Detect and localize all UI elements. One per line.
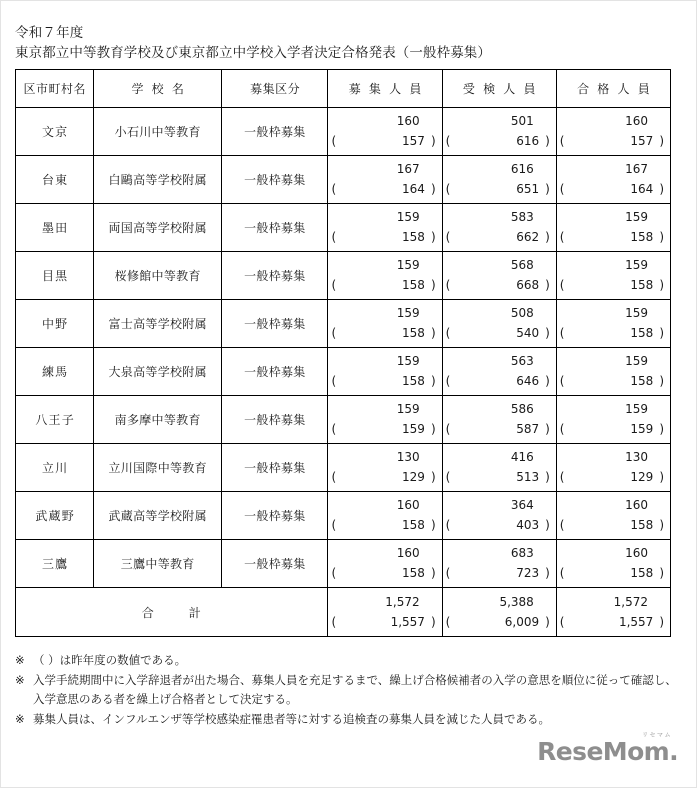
paren-open: ( — [559, 326, 565, 340]
table-header-row — [16, 70, 671, 108]
document-title-block — [15, 23, 675, 63]
cell-examinees-current: 508 — [510, 306, 534, 320]
cell-accepted-current: 159 — [625, 402, 648, 416]
total-label-part-2: 計 — [188, 605, 202, 620]
paren-open: ( — [559, 470, 565, 484]
document-page — [1, 1, 696, 787]
cell-examinees-previous-value: 513 — [516, 470, 540, 484]
cell-accepted-previous — [557, 275, 670, 295]
cell-school: 桜修館中等教育 — [94, 252, 222, 300]
column-header-quota: 募 集 人 員 — [328, 70, 442, 108]
cell-school: 武蔵高等学校附属 — [94, 492, 222, 540]
cell-quota — [328, 252, 442, 300]
total-quota-previous — [328, 612, 441, 632]
paren-open: ( — [331, 230, 337, 244]
cell-city: 立川 — [16, 444, 94, 492]
cell-quota-current: 167 — [396, 162, 420, 176]
cell-school: 富士高等学校附属 — [94, 300, 222, 348]
total-quota-current: 1,572 — [385, 594, 420, 609]
cell-quota-previous — [328, 563, 441, 583]
cell-examinees-previous — [443, 371, 556, 391]
paren-close: ) — [430, 374, 436, 388]
paren-open: ( — [445, 614, 451, 629]
paren-close: ) — [430, 422, 436, 436]
cell-quota-previous — [328, 179, 441, 199]
cell-accepted-current: 160 — [625, 546, 648, 560]
cell-examinees-previous-value: 587 — [516, 422, 540, 436]
table-row — [16, 300, 671, 348]
paren-open: ( — [445, 374, 451, 388]
cell-quota — [328, 348, 442, 396]
cell-accepted — [556, 348, 670, 396]
paren-close: ) — [430, 182, 436, 196]
paren-close: ) — [430, 134, 436, 148]
paren-close: ) — [430, 614, 436, 629]
total-label-part-1: 合 — [141, 605, 155, 620]
cell-accepted-previous-value: 164 — [630, 182, 654, 196]
total-accepted-current: 1,572 — [613, 594, 648, 609]
cell-quota — [328, 204, 442, 252]
paren-open: ( — [445, 470, 451, 484]
cell-accepted — [556, 252, 670, 300]
cell-category: 一般枠募集 — [222, 540, 328, 588]
cell-examinees-previous-value: 646 — [516, 374, 540, 388]
paren-close: ) — [545, 614, 550, 629]
cell-examinees-current: 683 — [510, 546, 534, 560]
paren-open: ( — [445, 278, 451, 292]
table-body — [16, 70, 671, 637]
table-row — [16, 540, 671, 588]
cell-examinees-previous — [443, 515, 556, 535]
paren-open: ( — [445, 566, 451, 580]
cell-accepted-previous — [557, 467, 670, 487]
notes-block — [15, 651, 680, 730]
table-row — [16, 396, 671, 444]
paren-open: ( — [559, 518, 565, 532]
cell-school: 大泉高等学校附属 — [94, 348, 222, 396]
cell-quota-previous-value: 158 — [402, 230, 425, 244]
cell-examinees-previous — [443, 275, 556, 295]
table-row — [16, 444, 671, 492]
cell-city: 文京 — [16, 108, 94, 156]
paren-open: ( — [331, 566, 337, 580]
total-quota-previous-value: 1,557 — [390, 614, 425, 629]
cell-accepted-previous-value: 158 — [630, 326, 654, 340]
table-row — [16, 348, 671, 396]
cell-accepted — [556, 444, 670, 492]
cell-examinees — [442, 492, 556, 540]
paren-open: ( — [331, 326, 337, 340]
table-row — [16, 156, 671, 204]
cell-school: 両国高等学校附属 — [94, 204, 222, 252]
cell-category: 一般枠募集 — [222, 396, 328, 444]
cell-examinees-previous — [443, 563, 556, 583]
cell-quota-current: 159 — [396, 402, 420, 416]
cell-accepted — [556, 492, 670, 540]
cell-quota-current: 159 — [396, 258, 420, 272]
cell-examinees-previous-value: 403 — [516, 518, 540, 532]
paren-open: ( — [445, 134, 451, 148]
cell-examinees-previous-value: 540 — [516, 326, 540, 340]
cell-quota-previous-value: 158 — [402, 566, 425, 580]
cell-examinees-current: 364 — [510, 498, 534, 512]
cell-accepted-current: 159 — [625, 258, 648, 272]
cell-examinees-previous — [443, 179, 556, 199]
cell-accepted — [556, 108, 670, 156]
cell-quota-previous — [328, 419, 441, 439]
paren-close: ) — [430, 326, 436, 340]
cell-examinees-previous-value: 616 — [516, 134, 540, 148]
paren-close: ) — [430, 566, 436, 580]
paren-open: ( — [445, 422, 451, 436]
paren-close: ) — [545, 230, 550, 244]
paren-close: ) — [430, 278, 436, 292]
cell-examinees — [442, 348, 556, 396]
cell-accepted-current: 130 — [625, 450, 648, 464]
paren-close: ) — [659, 518, 664, 532]
cell-school: 立川国際中等教育 — [94, 444, 222, 492]
cell-accepted-previous — [557, 131, 670, 151]
paren-open: ( — [331, 134, 337, 148]
cell-city: 三鷹 — [16, 540, 94, 588]
paren-open: ( — [445, 326, 451, 340]
cell-examinees-previous-value: 668 — [516, 278, 540, 292]
cell-examinees — [442, 108, 556, 156]
cell-quota-previous — [328, 323, 441, 343]
cell-examinees-current: 563 — [510, 354, 534, 368]
cell-quota — [328, 396, 442, 444]
cell-city: 練馬 — [16, 348, 94, 396]
logo-furigana: リセマム — [642, 732, 672, 739]
total-examinees — [442, 588, 556, 637]
cell-examinees-previous-value: 723 — [516, 566, 540, 580]
paren-close: ) — [659, 422, 664, 436]
cell-quota-current: 160 — [396, 114, 420, 128]
cell-accepted-current: 159 — [625, 306, 648, 320]
resemom-logo — [537, 732, 678, 765]
cell-examinees-current: 583 — [510, 210, 534, 224]
cell-accepted — [556, 540, 670, 588]
paren-open: ( — [559, 134, 565, 148]
cell-quota-previous-value: 158 — [402, 518, 425, 532]
paren-close: ) — [545, 182, 550, 196]
note-item — [15, 651, 680, 670]
cell-quota-previous — [328, 515, 441, 535]
paren-close: ) — [659, 470, 664, 484]
column-header-accepted: 合 格 人 員 — [556, 70, 670, 108]
cell-category: 一般枠募集 — [222, 108, 328, 156]
era-year: 令和７年度 — [15, 25, 84, 41]
paren-open: ( — [559, 230, 565, 244]
page-title: 東京都立中等教育学校及び東京都立中学校入学者決定合格発表（一般枠募集） — [15, 45, 491, 61]
paren-open: ( — [331, 470, 337, 484]
cell-accepted-previous-value: 158 — [630, 278, 654, 292]
cell-examinees-previous — [443, 419, 556, 439]
cell-quota-current: 160 — [396, 546, 420, 560]
note-item — [15, 710, 680, 729]
paren-close: ) — [545, 374, 550, 388]
cell-quota — [328, 300, 442, 348]
cell-quota-previous-value: 158 — [402, 278, 425, 292]
paren-open: ( — [445, 518, 451, 532]
paren-open: ( — [559, 566, 565, 580]
cell-city: 中野 — [16, 300, 94, 348]
cell-accepted-current: 160 — [625, 114, 648, 128]
cell-quota-previous — [328, 227, 441, 247]
cell-category: 一般枠募集 — [222, 348, 328, 396]
cell-category: 一般枠募集 — [222, 252, 328, 300]
cell-examinees-previous — [443, 131, 556, 151]
cell-city: 台東 — [16, 156, 94, 204]
paren-open: ( — [445, 182, 451, 196]
note-text: 入学手続期間中に入学辞退者が出た場合、募集人員を充足するまで、繰上げ合格候補者の入学の意思を順位に従って確認し、入学意思のある者を繰上げ合格者として決定する。 — [33, 673, 677, 706]
paren-open: ( — [445, 230, 451, 244]
cell-quota-current: 159 — [396, 354, 420, 368]
cell-accepted — [556, 396, 670, 444]
paren-open: ( — [331, 614, 337, 629]
cell-quota — [328, 540, 442, 588]
paren-open: ( — [559, 422, 565, 436]
cell-accepted-previous-value: 158 — [630, 230, 654, 244]
paren-close: ) — [545, 470, 550, 484]
admission-results-table — [15, 69, 671, 637]
cell-category: 一般枠募集 — [222, 444, 328, 492]
paren-open: ( — [331, 278, 337, 292]
paren-close: ) — [659, 182, 664, 196]
paren-open: ( — [559, 614, 565, 629]
cell-accepted-current: 159 — [625, 210, 648, 224]
note-text: 募集人員は、インフルエンザ等学校感染症罹患者等に対する追検査の募集人員を減じた人員である。 — [33, 712, 551, 726]
paren-open: ( — [331, 374, 337, 388]
paren-close: ) — [659, 614, 664, 629]
cell-accepted — [556, 204, 670, 252]
cell-accepted-previous — [557, 179, 670, 199]
cell-quota-previous-value: 159 — [402, 422, 425, 436]
table-row — [16, 492, 671, 540]
cell-accepted-current: 160 — [625, 498, 648, 512]
total-accepted — [556, 588, 670, 637]
cell-examinees-current: 416 — [510, 450, 534, 464]
cell-accepted-previous — [557, 227, 670, 247]
cell-examinees-previous-value: 651 — [516, 182, 540, 196]
cell-examinees-current: 501 — [510, 114, 534, 128]
total-quota — [328, 588, 442, 637]
cell-quota-previous-value: 158 — [402, 326, 425, 340]
cell-accepted-previous-value: 158 — [630, 518, 654, 532]
cell-city: 武蔵野 — [16, 492, 94, 540]
cell-quota-current: 159 — [396, 306, 420, 320]
cell-category: 一般枠募集 — [222, 204, 328, 252]
cell-city: 目黒 — [16, 252, 94, 300]
note-marker-icon: ※ — [15, 712, 25, 726]
note-text: （ ）は昨年度の数値である。 — [33, 653, 187, 667]
cell-category: 一般枠募集 — [222, 492, 328, 540]
cell-examinees — [442, 540, 556, 588]
paren-open: ( — [559, 278, 565, 292]
cell-accepted-previous — [557, 563, 670, 583]
logo-wordmark: ReseMom. — [537, 737, 678, 766]
cell-accepted-previous-value: 157 — [630, 134, 654, 148]
table-total-row — [16, 588, 671, 637]
paren-open: ( — [559, 182, 565, 196]
paren-close: ) — [545, 134, 550, 148]
total-examinees-previous-value: 6,009 — [504, 614, 540, 629]
paren-open: ( — [331, 182, 337, 196]
cell-examinees — [442, 444, 556, 492]
paren-close: ) — [545, 518, 550, 532]
cell-examinees-current: 568 — [510, 258, 534, 272]
table-row — [16, 252, 671, 300]
cell-quota-previous-value: 157 — [402, 134, 425, 148]
cell-quota — [328, 156, 442, 204]
cell-category: 一般枠募集 — [222, 156, 328, 204]
total-label — [16, 588, 328, 637]
cell-accepted-previous — [557, 515, 670, 535]
cell-quota — [328, 492, 442, 540]
paren-close: ) — [659, 230, 664, 244]
paren-close: ) — [545, 422, 550, 436]
cell-accepted-previous — [557, 419, 670, 439]
cell-city: 墨田 — [16, 204, 94, 252]
cell-examinees-previous — [443, 467, 556, 487]
cell-quota — [328, 444, 442, 492]
cell-examinees — [442, 396, 556, 444]
cell-examinees — [442, 300, 556, 348]
paren-close: ) — [430, 518, 436, 532]
column-header-examinees: 受 検 人 員 — [442, 70, 556, 108]
cell-quota-current: 130 — [396, 450, 420, 464]
cell-examinees-current: 616 — [510, 162, 534, 176]
paren-open: ( — [331, 422, 337, 436]
cell-school: 三鷹中等教育 — [94, 540, 222, 588]
table-row — [16, 108, 671, 156]
paren-close: ) — [659, 134, 664, 148]
cell-accepted-previous-value: 158 — [630, 566, 654, 580]
cell-quota-previous — [328, 371, 441, 391]
cell-accepted-previous-value: 159 — [630, 422, 654, 436]
table-row — [16, 204, 671, 252]
column-header-category: 募集区分 — [222, 70, 328, 108]
note-marker-icon: ※ — [15, 673, 25, 687]
cell-examinees-previous — [443, 323, 556, 343]
cell-examinees-previous-value: 662 — [516, 230, 540, 244]
paren-close: ) — [430, 470, 436, 484]
paren-close: ) — [545, 278, 550, 292]
column-header-city: 区市町村名 — [16, 70, 94, 108]
cell-accepted-previous-value: 129 — [630, 470, 654, 484]
cell-quota-previous-value: 164 — [402, 182, 425, 196]
cell-accepted — [556, 156, 670, 204]
cell-examinees — [442, 252, 556, 300]
cell-quota-previous — [328, 131, 441, 151]
cell-accepted-previous-value: 158 — [630, 374, 654, 388]
total-examinees-current: 5,388 — [499, 594, 534, 609]
cell-examinees-current: 586 — [510, 402, 534, 416]
paren-close: ) — [659, 566, 664, 580]
cell-accepted-previous — [557, 323, 670, 343]
cell-category: 一般枠募集 — [222, 300, 328, 348]
paren-close: ) — [659, 278, 664, 292]
paren-close: ) — [545, 326, 550, 340]
paren-close: ) — [430, 230, 436, 244]
cell-examinees — [442, 156, 556, 204]
cell-examinees-previous — [443, 227, 556, 247]
column-header-school: 学 校 名 — [94, 70, 222, 108]
cell-city: 八王子 — [16, 396, 94, 444]
total-accepted-previous — [557, 612, 670, 632]
paren-open: ( — [559, 374, 565, 388]
paren-close: ) — [659, 326, 664, 340]
cell-quota-previous-value: 158 — [402, 374, 425, 388]
cell-quota-current: 159 — [396, 210, 420, 224]
cell-accepted-current: 167 — [625, 162, 648, 176]
total-accepted-previous-value: 1,557 — [618, 614, 654, 629]
total-examinees-previous — [443, 612, 556, 632]
paren-open: ( — [331, 518, 337, 532]
cell-school: 小石川中等教育 — [94, 108, 222, 156]
cell-accepted-current: 159 — [625, 354, 648, 368]
cell-quota-previous-value: 129 — [402, 470, 425, 484]
cell-quota-previous — [328, 467, 441, 487]
cell-quota-current: 160 — [396, 498, 420, 512]
cell-school: 白鷗高等学校附属 — [94, 156, 222, 204]
cell-quota-previous — [328, 275, 441, 295]
cell-accepted — [556, 300, 670, 348]
cell-quota — [328, 108, 442, 156]
note-marker-icon: ※ — [15, 653, 25, 667]
paren-close: ) — [545, 566, 550, 580]
cell-accepted-previous — [557, 371, 670, 391]
cell-school: 南多摩中等教育 — [94, 396, 222, 444]
paren-close: ) — [659, 374, 664, 388]
note-item — [15, 671, 680, 709]
cell-examinees — [442, 204, 556, 252]
